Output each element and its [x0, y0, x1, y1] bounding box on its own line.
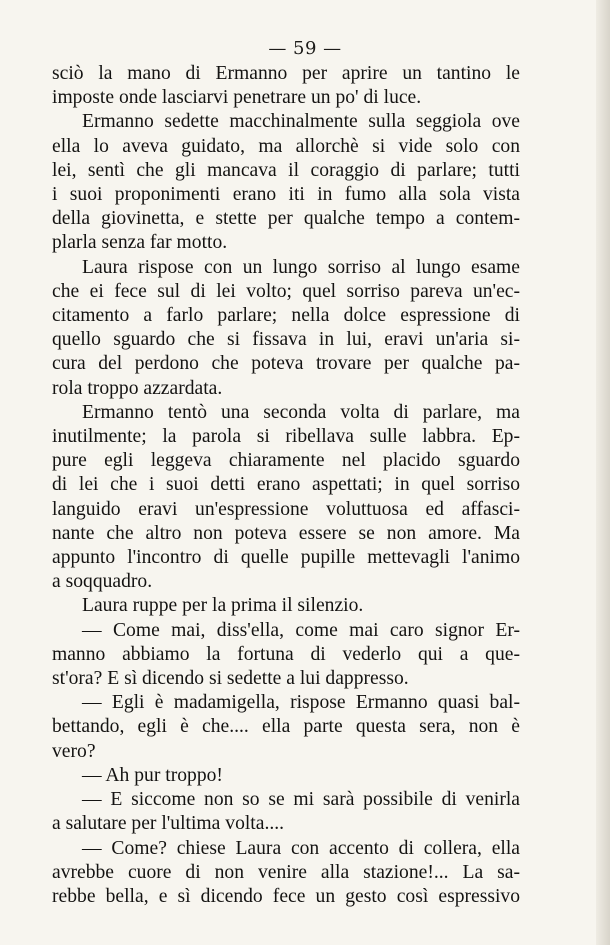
text-line: — E siccome non so se mi sarà possibile di venirla: [82, 789, 520, 811]
text-line: pure egli leggeva chiaramente nel placido sguardo: [52, 450, 520, 472]
text-line: plarla senza far motto.: [52, 232, 228, 254]
paragraph: [52, 256, 520, 401]
text-line: citamento a farlo parlare; nella dolce espressione di: [52, 305, 520, 327]
paragraph: [52, 691, 520, 764]
text-line: di lei che i suoi detti erano aspettati; in quel sorriso: [52, 474, 520, 496]
text-line: manno abbiamo la fortuna di vederlo qui a que-: [52, 643, 520, 665]
text-line: bettando, egli è che.... ella parte questa sera, non è: [52, 716, 520, 738]
body-text: [52, 62, 520, 909]
page-number: — 59 —: [268, 38, 342, 59]
text-line: languido eravi un'espressione voluttuosa ed affasci-: [52, 498, 520, 520]
paragraph: [52, 594, 520, 618]
text-line: avrebbe cuore di non venire alla stazione!... La sa-: [52, 861, 520, 883]
text-line: a salutare per l'ultima volta....: [52, 813, 285, 835]
text-line: lei, sentì che gli mancava il coraggio di parlare; tutti: [52, 159, 520, 181]
text-line: della giovinetta, e stette per qualche tempo a contem-: [52, 208, 520, 230]
paragraph: [52, 619, 520, 692]
paragraph: [52, 62, 520, 110]
text-line: — Egli è madamigella, rispose Ermanno quasi bal-: [82, 692, 520, 714]
text-line: a soqquadro.: [52, 571, 153, 593]
text-line: vero?: [52, 740, 96, 762]
text-line: cura del perdono che poteva trovare per qualche pa-: [52, 353, 520, 375]
text-line: — Come? chiese Laura con accento di collera, ella: [82, 837, 520, 859]
text-line: rebbe bella, e sì dicendo fece un gesto così espressivo: [52, 885, 520, 907]
paragraph: [52, 764, 520, 788]
text-line: inutilmente; la parola si ribellava sulle labbra. Ep-: [52, 426, 520, 448]
text-line: i suoi proponimenti erano iti in fumo alla sola vista: [52, 184, 520, 206]
text-line: imposte onde lasciarvi penetrare un po' di luce.: [52, 87, 422, 109]
text-line: — Come mai, diss'ella, come mai caro signor Er-: [82, 619, 520, 641]
text-line: rola troppo azzardata.: [52, 377, 223, 399]
text-line: appunto l'incontro di quelle pupille mettevagli l'animo: [52, 547, 520, 569]
text-line: quello sguardo che si fissava in lui, eravi un'aria si-: [52, 329, 520, 351]
page-gutter-shadow: [596, 0, 610, 945]
paragraph: [52, 110, 520, 255]
text-line: Ermanno sedette macchinalmente sulla seggiola ove: [82, 111, 520, 133]
paragraph: [52, 401, 520, 595]
paragraph: [52, 837, 520, 910]
text-line: Laura rispose con un lungo sorriso al lungo esame: [82, 256, 520, 278]
paragraph: [52, 788, 520, 836]
text-line: — Ah pur troppo!: [82, 764, 223, 786]
text-line: Ermanno tentò una seconda volta di parlare, ma: [82, 401, 520, 423]
text-line: ella lo aveva guidato, ma allorchè si vide solo con: [52, 135, 520, 157]
text-line: nante che altro non poteva essere se non amore. Ma: [52, 522, 520, 544]
text-line: st'ora? E sì dicendo si sedette a lui dappresso.: [52, 668, 409, 690]
text-line: sciò la mano di Ermanno per aprire un tantino le: [52, 63, 520, 84]
text-line: Laura ruppe per la prima il silenzio.: [82, 595, 364, 617]
text-line: che ei fece sul di lei volto; quel sorriso pareva un'ec-: [52, 280, 520, 302]
